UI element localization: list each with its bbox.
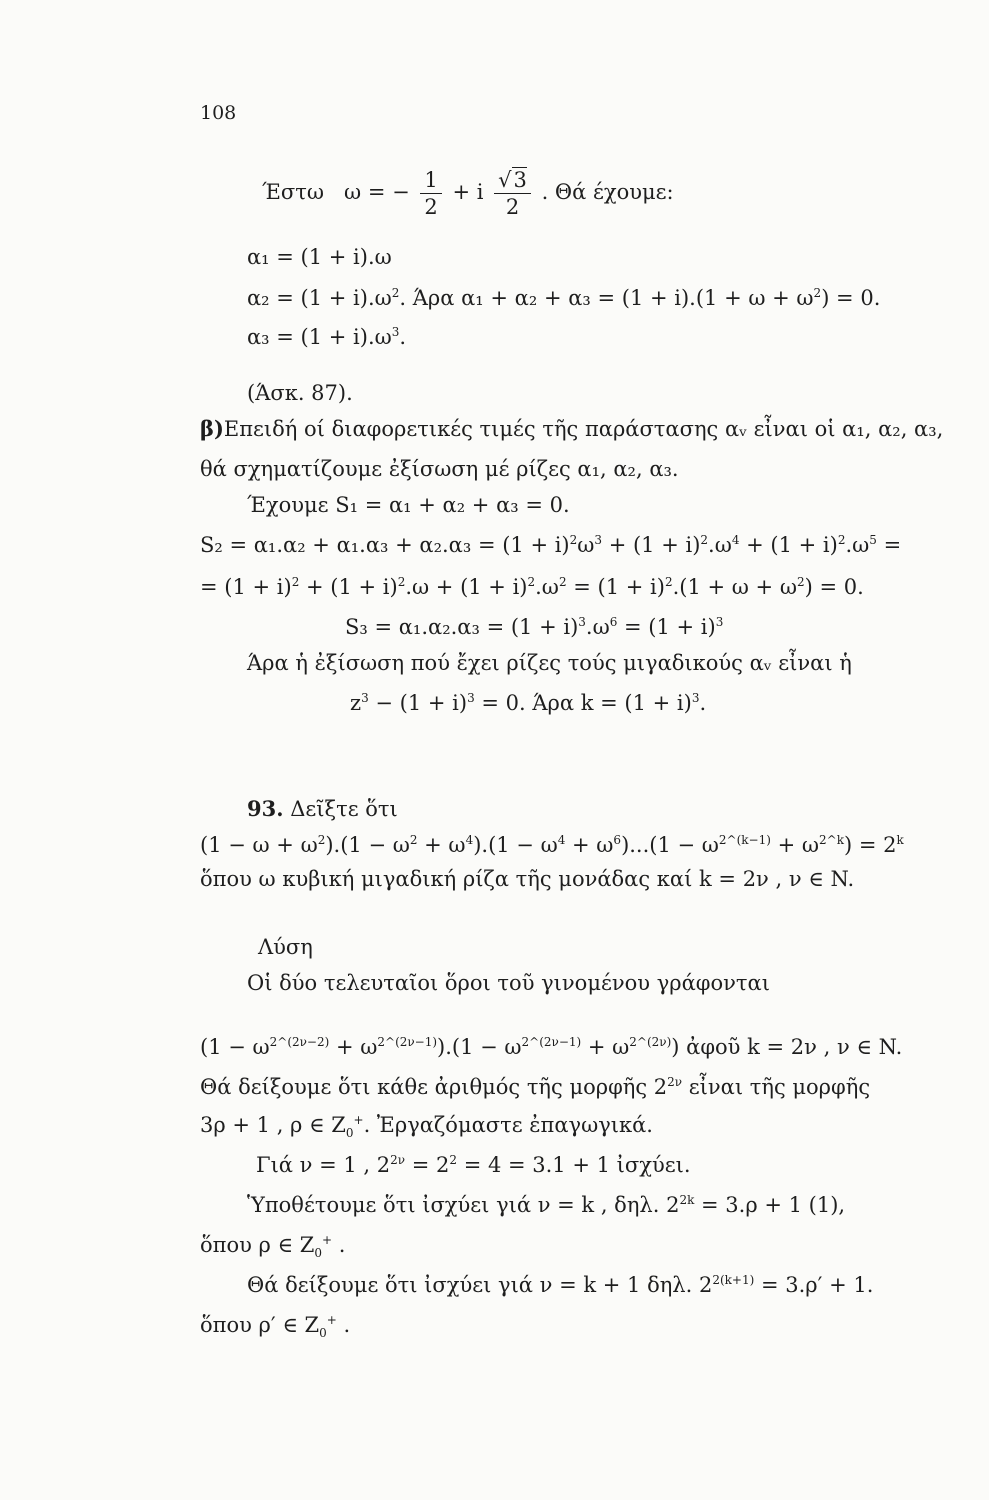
problem-equation: $(1 - \omega + \omega^2).(1 - \omega^2 + \omega^4).(1 - \omega^4 + \omega^6)...(1 - \omega^{2\^{}(k-1)} + \omega^{2\^{}k}) = 2^k$ <box>200 833 904 857</box>
fraction-one-half: $\frac{1}{2}$ <box>420 167 441 220</box>
solution-paragraph3: 3ρ + 1 , ρ ∈ $Z_0^+$. Ἐργαζόμαστε ἐπαγωγικά. <box>200 1113 653 1141</box>
beta-line1: β)Επειδή οί διαφορετικές τιμές τῆς παράστασης αᵥ εἶναι οἱ α₁, α₂, α₃, <box>200 416 944 441</box>
alpha3-line: $\alpha_3 = (1 + i).\omega^3$. <box>247 325 407 349</box>
page-number: 108 <box>200 102 237 124</box>
s3-line: $S_3 = \alpha_1.\alpha_2.\alpha_3 = (1 + i)^3.\omega^6 = (1 + i)^3$ <box>345 615 724 639</box>
conclusion-line1: Άρα ἡ ἐξίσωση πού ἔχει ρίζες τούς μιγαδικούς αᵥ εἶναι ἡ <box>247 651 852 675</box>
problem-title-line <box>247 796 398 822</box>
omega-lhs: ω = − <box>344 180 410 204</box>
fraction-sqrt3-half: $\frac{√3}{2}$ <box>494 167 531 220</box>
solution-paragraph2: Θά δείξουμε ὅτι κάθε ἀριθμός τῆς μορφῆς $2^{2\nu}$ εἶναι τῆς μορφῆς <box>200 1075 871 1099</box>
s2-line1: $S_2 = \alpha_1.\alpha_2 + \alpha_1.\alpha_3 + \alpha_2.\alpha_3 = (1 + i)^2\omega^3 + (1 + i)^2.\omega^4 + (1 + i)^2.\omega^5$ = <box>200 533 902 557</box>
solution-paragraph4: Γιά ν = 1 , $2^{2\nu} = 2^2 = 4 = 3.1 + 1$ ἰσχύει. <box>256 1153 691 1177</box>
omega-plus-i: + i <box>452 180 484 204</box>
beta-marker: β) <box>200 416 224 441</box>
omega-intro: Έστω <box>262 180 324 204</box>
solution-paragraph6: ὅπου ρ ∈ $Z_0^+$ . <box>200 1233 346 1261</box>
solution-heading: Λύση <box>258 935 313 959</box>
solution-equation: $(1 - \omega^{2\^{}(2\nu-2)} + \omega^{2\^{}(2\nu-1)}).(1 - \omega^{2\^{}(2\nu-1)} + \omega^{2\^{}(2\nu)})$ ἀφοῦ k = 2ν , ν ∈ N. <box>200 1035 903 1059</box>
problem-number: 93. <box>247 796 284 821</box>
s1-line: Έχουμε S₁ = α₁ + α₂ + α₃ = 0. <box>247 493 570 517</box>
conclusion-line2: $z^3 - (1 + i)^3 = 0$. Άρα $k = (1 + i)^3$. <box>350 691 707 715</box>
omega-definition <box>262 152 674 232</box>
solution-paragraph8: ὅπου ρ′ ∈ $Z_0^+$ . <box>200 1313 351 1341</box>
alpha1-line: α₁ = (1 + i).ω <box>247 245 392 269</box>
solution-paragraph7: Θά δείξουμε ὅτι ἰσχύει γιά ν = k + 1 δηλ. $2^{2(k+1)} = 3.\rho' + 1$. <box>247 1273 874 1297</box>
omega-tail: . Θά έχουμε: <box>541 180 674 204</box>
beta-line2: θά σχηματίζουμε ἐξίσωση μέ ρίζες α₁, α₂, α₃. <box>200 457 679 481</box>
solution-paragraph1: Οἱ δύο τελευταῖοι ὅροι τοῦ γινομένου γράφονται <box>247 971 770 995</box>
problem-condition: ὅπου ω κυβική μιγαδική ρίζα τῆς μονάδας καί k = 2ν , ν ∈ N. <box>200 867 855 891</box>
alpha2-line: $\alpha_2 = (1 + i).\omega^2$. Άρα $\alpha_1 + \alpha_2 + \alpha_3 = (1 + i).(1 + \omega + \omega^2) = 0$. <box>247 286 881 310</box>
problem-title: Δεῖξτε ὅτι <box>290 797 398 821</box>
solution-paragraph5: Ὑποθέτουμε ὅτι ἰσχύει γιά ν = k , δηλ. $2^{2k} = 3.\rho + 1$ (1), <box>247 1193 846 1217</box>
s2-line2: = $(1 + i)^2 + (1 + i)^2.\omega + (1 + i)^2.\omega^2 = (1 + i)^2.(1 + \omega + \omega^2) = 0$. <box>200 575 864 599</box>
exercise-reference: (Άσκ. 87). <box>247 381 353 405</box>
